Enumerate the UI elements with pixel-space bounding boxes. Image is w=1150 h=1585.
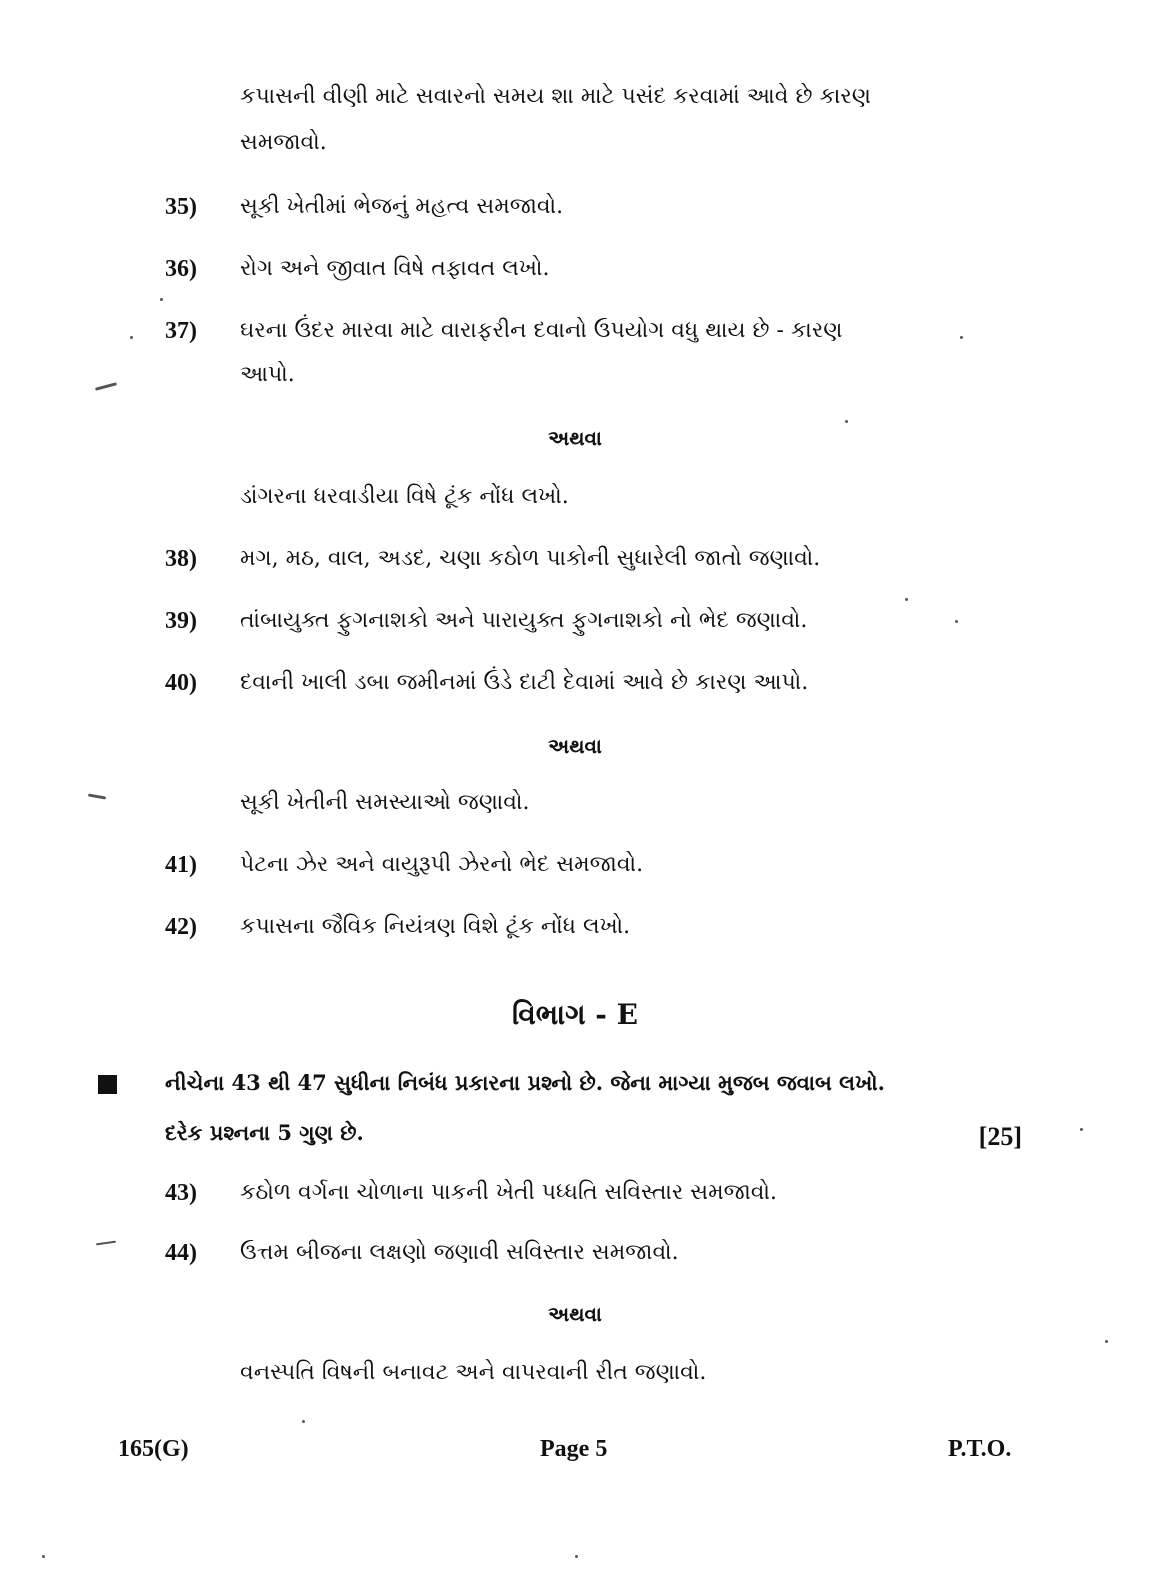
question-text-42: કપાસના જૈવિક નિયંત્રણ વિશે ટૂંક નોંધ લખો. <box>240 914 631 939</box>
question-number-40: 40) <box>165 670 197 696</box>
scan-mark <box>95 382 117 391</box>
question-number-36: 36) <box>165 256 197 282</box>
scan-speck <box>575 1555 578 1558</box>
section-e-heading: વિભાગ - E <box>512 998 638 1031</box>
scan-speck <box>160 298 163 301</box>
bullet-square-icon <box>98 1075 117 1094</box>
scan-mark <box>96 1241 116 1246</box>
question-34-continuation-line-1: કપાસની વીણી માટે સવારનો સમય શા માટે પસંદ કરવામાં આવે છે કારણ <box>240 84 871 109</box>
scan-speck <box>1105 1340 1108 1343</box>
question-text-44: ઉત્તમ બીજના લક્ષણો જણાવી સવિસ્તાર સમજાવો. <box>240 1240 679 1265</box>
scan-mark <box>88 793 106 799</box>
alternative-question-44: વનસ્પતિ વિષની બનાવટ અને વાપરવાની રીત જણાવો. <box>240 1360 707 1385</box>
scan-speck <box>955 620 958 623</box>
question-text-40: દવાની ખાલી ડબા જમીનમાં ઉંડે દાટી દેવામાં આવે છે કારણ આપો. <box>240 670 809 695</box>
scan-speck <box>302 1420 305 1423</box>
question-text-39: તાંબાયુક્ત ફુગનાશકો અને પારાયુક્ત ફુગનાશકો નો ભેદ જણાવો. <box>240 608 808 633</box>
section-e-instruction-line-2: દરેક પ્રશ્નના 5 ગુણ છે. <box>165 1120 364 1145</box>
or-label: અથવા <box>548 734 602 758</box>
alternative-question-40: સૂકી ખેતીની સમસ્યાઓ જણાવો. <box>240 790 530 815</box>
scan-speck <box>960 336 963 339</box>
question-text-36: રોગ અને જીવાત વિષે તફાવત લખો. <box>240 256 550 281</box>
scan-speck <box>905 598 908 601</box>
question-number-38: 38) <box>165 546 197 572</box>
question-number-42: 42) <box>165 914 197 940</box>
page-number: Page 5 <box>540 1436 608 1462</box>
question-number-37: 37) <box>165 318 197 344</box>
or-label: અથવા <box>548 1302 602 1326</box>
alternative-question-37: ડાંગરના ધરવાડીયા વિષે ટૂંક નોંધ લખો. <box>240 484 569 509</box>
scan-speck <box>1080 1128 1083 1131</box>
question-number-44: 44) <box>165 1240 197 1266</box>
question-text-37-line-2: આપો. <box>240 362 295 387</box>
section-e-marks: [25] <box>978 1122 1022 1151</box>
or-label: અથવા <box>548 426 602 450</box>
question-text-41: પેટના ઝેર અને વાયુરૂપી ઝેરનો ભેદ સમજાવો. <box>240 852 644 877</box>
question-text-37: ઘરના ઉંદર મારવા માટે વારાફરીન દવાનો ઉપયોગ વધુ થાય છે - કારણ <box>240 318 843 343</box>
question-34-continuation-line-2: સમજાવો. <box>240 130 327 155</box>
pto-label: P.T.O. <box>948 1436 1012 1462</box>
paper-code: 165(G) <box>118 1436 189 1462</box>
question-number-39: 39) <box>165 608 197 634</box>
question-text-43: કઠોળ વર્ગના ચોળાના પાકની ખેતી પધ્ધતિ સવિસ્તાર સમજાવો. <box>240 1180 777 1205</box>
scan-speck <box>130 336 133 339</box>
question-text-35: સૂકી ખેતીમાં ભેજનું મહત્વ સમજાવો. <box>240 194 564 219</box>
scan-speck <box>42 1555 45 1558</box>
question-number-43: 43) <box>165 1180 197 1206</box>
question-number-41: 41) <box>165 852 197 878</box>
question-number-35: 35) <box>165 194 197 220</box>
question-text-38: મગ, મઠ, વાલ, અડદ, ચણા કઠોળ પાકોની સુધારેલી જાતો જણાવો. <box>240 546 821 571</box>
section-e-instruction-line-1: નીચેના 43 થી 47 સુધીના નિબંધ પ્રકારના પ્રશ્નો છે. જેના માગ્યા મુજબ જવાબ લખો. <box>165 1070 885 1095</box>
scan-speck <box>845 420 848 423</box>
